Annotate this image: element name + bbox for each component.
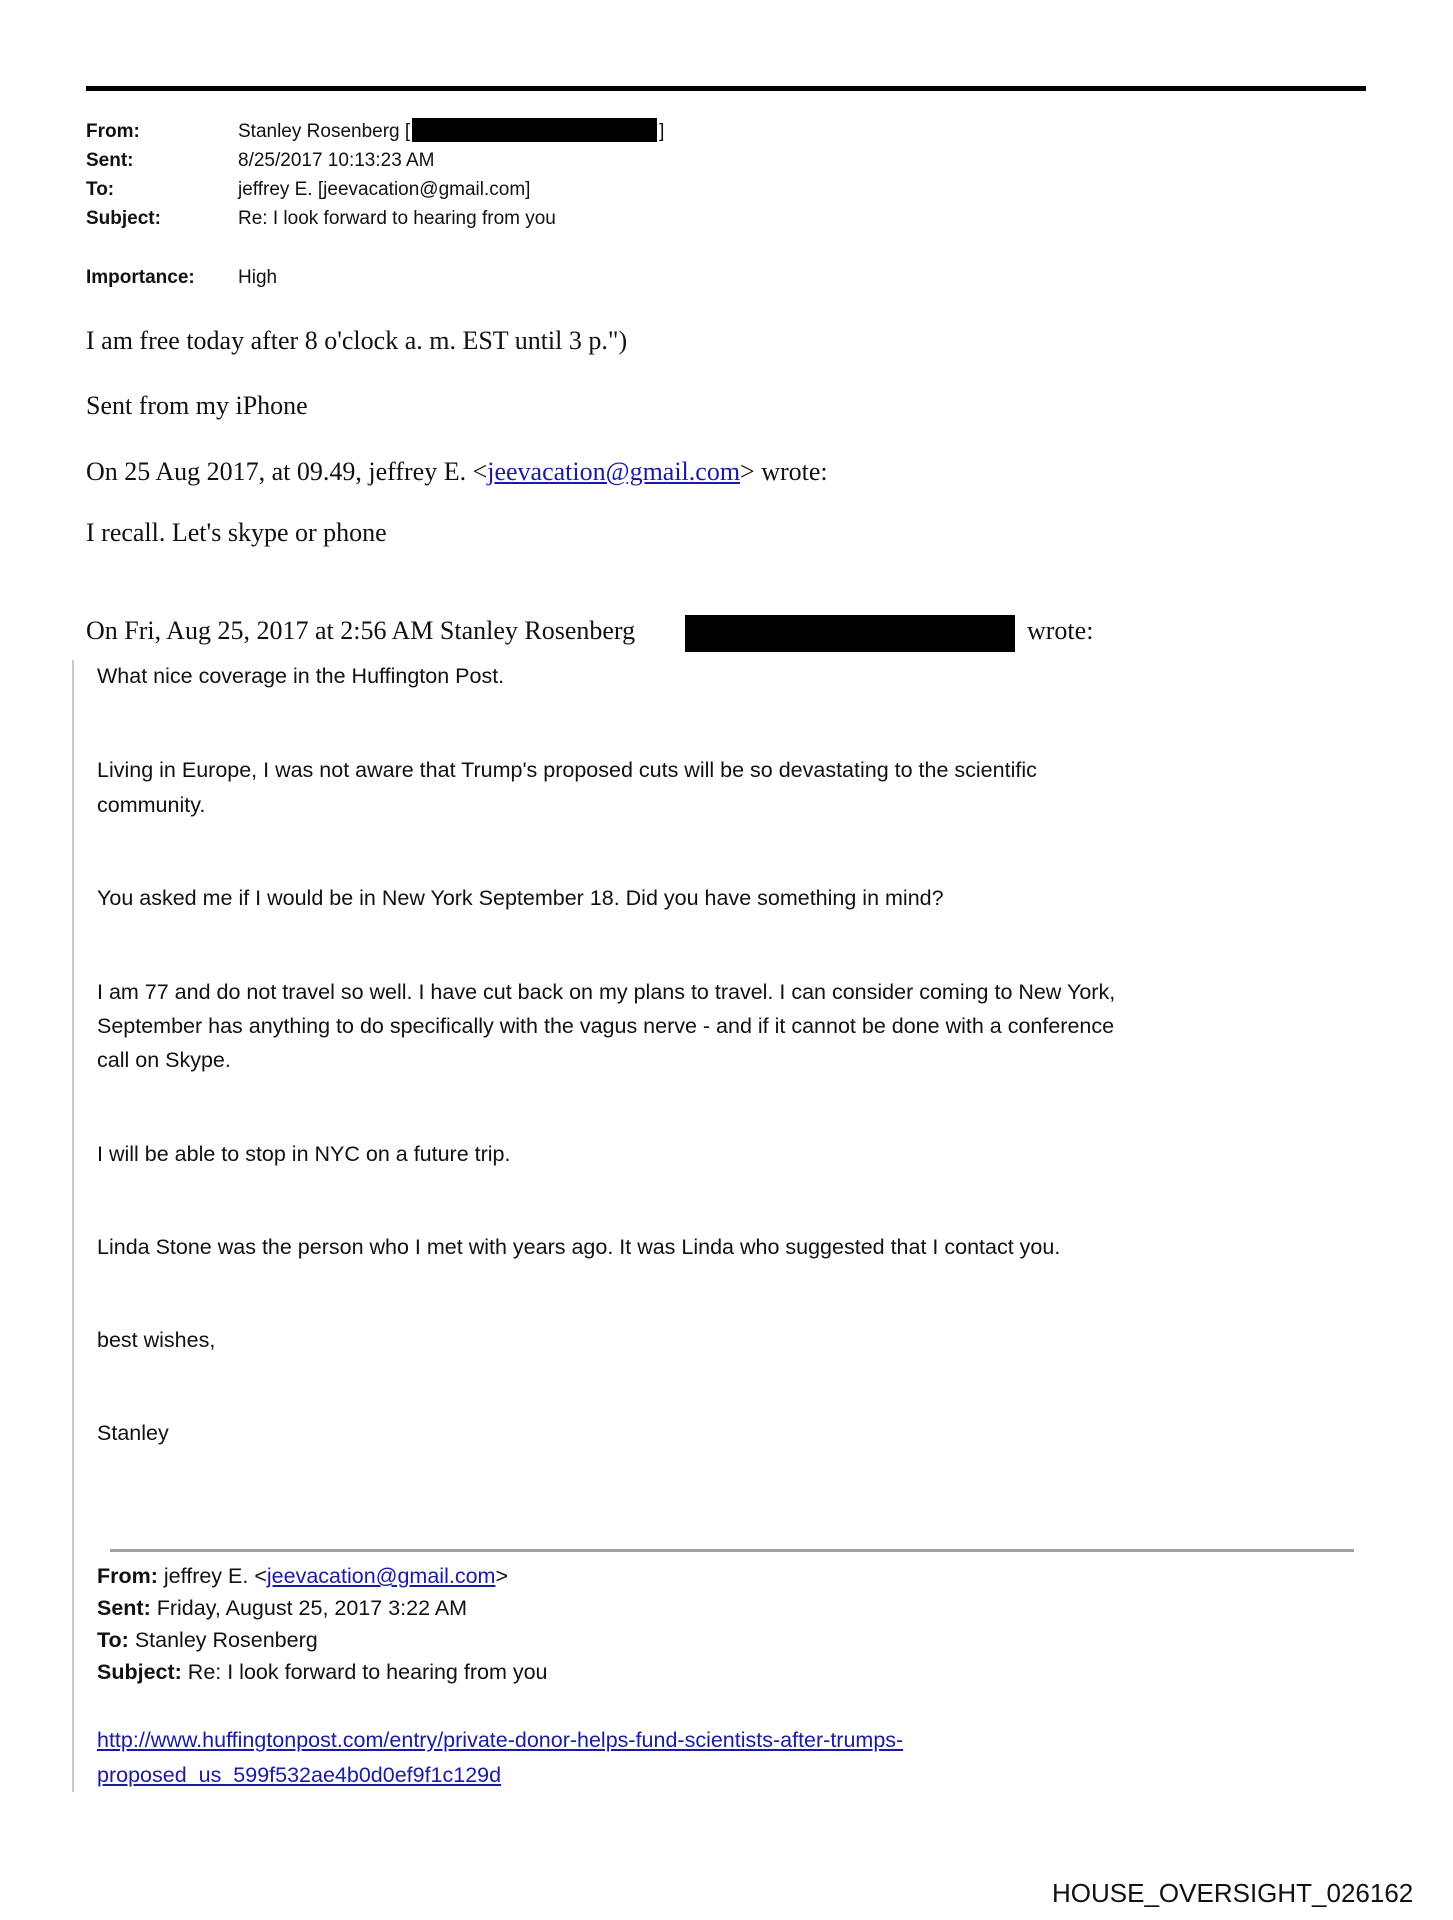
subject-label: Subject: — [86, 208, 161, 229]
quoted-line: best wishes, — [97, 1328, 216, 1352]
sent-label: Sent: — [86, 150, 134, 171]
article-link[interactable] — [97, 1724, 903, 1756]
article-link-line1[interactable]: http://www.huffingtonpost.com/entry/private-donor-helps-fund-scientists-after-trumps- — [97, 1728, 904, 1752]
quoted-line: I am 77 and do not travel so well. I have cut back on my plans to travel. I can consider coming to New York, — [97, 980, 1116, 1004]
email-link[interactable]: jeevacation@gmail.com — [266, 1564, 496, 1588]
to-value: jeffrey E. [jeevacation@gmail.com] — [238, 179, 531, 200]
top-rule — [86, 86, 1366, 91]
from-value: Stanley Rosenberg [ ] — [238, 118, 664, 146]
importance-value: High — [238, 267, 278, 288]
article-link-cont[interactable] — [97, 1759, 501, 1791]
article-link-line2[interactable]: proposed_us_599f532ae4b0d0ef9f1c129d — [97, 1763, 502, 1787]
original-sent: Sent: Friday, August 25, 2017 3:22 AM — [97, 1596, 468, 1620]
to-label: To: — [86, 179, 115, 200]
quoted-line: Linda Stone was the person who I met with years ago. It was Linda who suggested that I contact you. — [97, 1235, 1061, 1259]
importance-label: Importance: — [86, 267, 195, 288]
quoted-line: What nice coverage in the Huffington Post. — [97, 664, 505, 688]
quote-header-2: On Fri, Aug 25, 2017 at 2:56 AM Stanley Rosenberg — [86, 616, 636, 645]
subject-value: Re: I look forward to hearing from you — [238, 208, 556, 229]
reply-text: I recall. Let's skype or phone — [86, 518, 387, 547]
message-body: I am free today after 8 o'clock a. m. EST until 3 p.") — [86, 326, 628, 355]
redaction-box — [685, 615, 1015, 652]
sent-value: 8/25/2017 10:13:23 AM — [238, 150, 435, 171]
quote-header-1: On 25 Aug 2017, at 09.49, jeffrey E. <jeevacation@gmail.com> wrote: — [86, 457, 828, 486]
quote-bar — [72, 660, 74, 1792]
quoted-line: You asked me if I would be in New York September 18. Did you have something in mind? — [97, 886, 944, 910]
quoted-line: September has anything to do specifically with the vagus nerve - and if it cannot be done with a conference — [97, 1014, 1115, 1038]
quote-header-2-suffix: wrote: — [1027, 616, 1094, 645]
divider — [110, 1549, 1354, 1552]
quoted-line: Stanley — [97, 1421, 169, 1445]
bates-number: HOUSE_OVERSIGHT_026162 — [1052, 1878, 1414, 1908]
from-close: ] — [659, 121, 665, 142]
signature: Sent from my iPhone — [86, 391, 308, 420]
original-from: From: jeffrey E. <jeevacation@gmail.com> — [97, 1564, 509, 1588]
from-label: From: — [86, 121, 140, 142]
quoted-line: I will be able to stop in NYC on a future trip. — [97, 1142, 511, 1166]
quoted-line: call on Skype. — [97, 1048, 231, 1072]
redaction-box — [412, 118, 657, 142]
quoted-line: Living in Europe, I was not aware that Trump's proposed cuts will be so devastating to the scientific — [97, 758, 1037, 782]
email-link[interactable]: jeevacation@gmail.com — [487, 457, 741, 486]
original-to: To: Stanley Rosenberg — [97, 1628, 318, 1652]
quoted-line: community. — [97, 793, 206, 817]
original-subject: Subject: Re: I look forward to hearing from you — [97, 1660, 548, 1684]
